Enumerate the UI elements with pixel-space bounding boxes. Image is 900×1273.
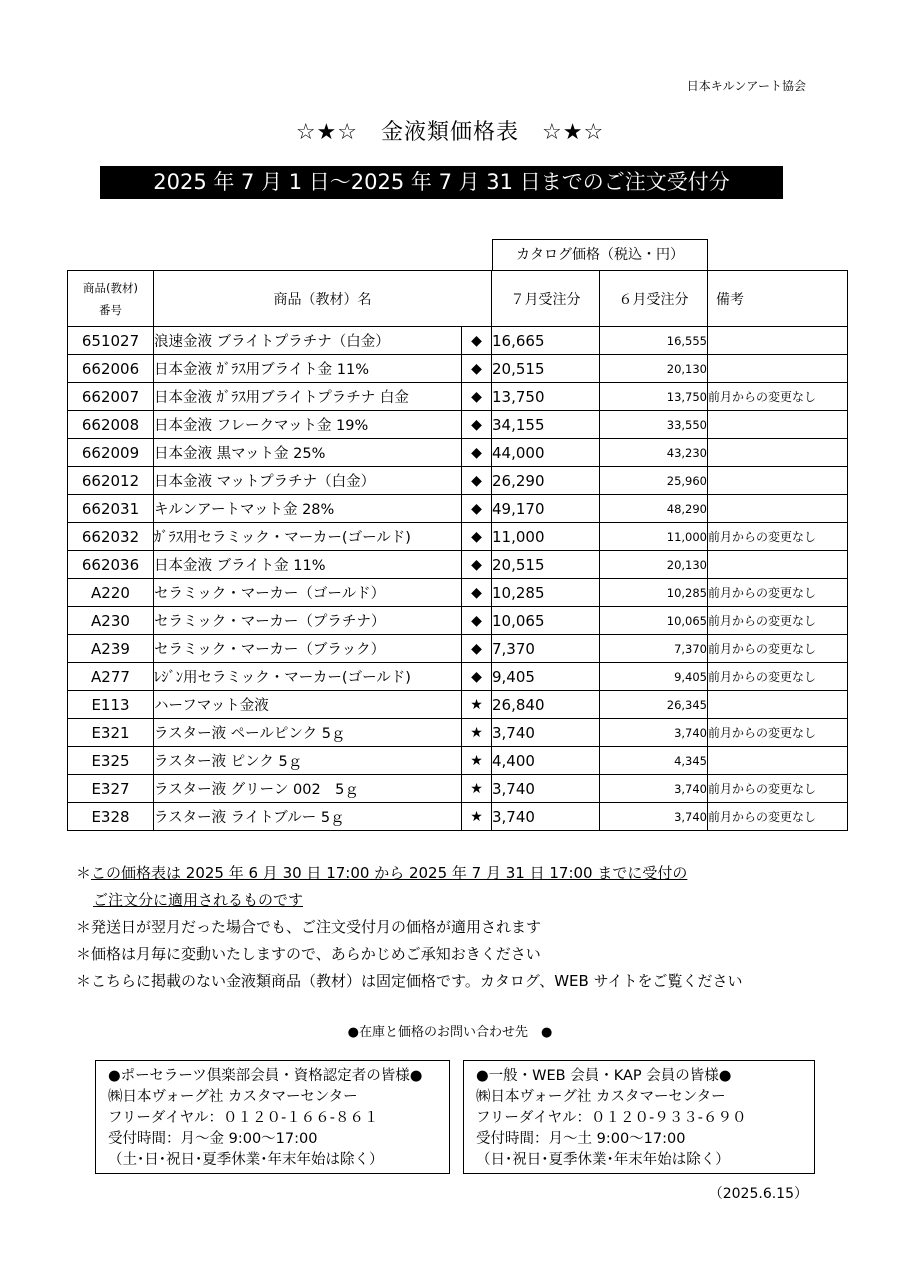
cell-code: E321 (68, 719, 154, 747)
note-3: ＊価格は月毎に変動いたしますので、あらかじめご承知おきください (76, 945, 541, 963)
cell-name: 日本金液 ブライト金 11% (154, 551, 462, 579)
cell-june-price: 3,740 (600, 719, 708, 747)
note-4: ＊こちらに掲載のない金液類商品（教材）は固定価格です。カタログ、WEB サイトをご覧ください (76, 972, 743, 990)
cell-mark: ◆ (462, 439, 492, 467)
header-june: ６月受注分 (600, 271, 708, 327)
cell-mark: ◆ (462, 411, 492, 439)
cell-note (708, 747, 848, 775)
cell-june-price: 10,285 (600, 579, 708, 607)
table-row (68, 327, 848, 355)
table-row (68, 383, 848, 411)
cell-name: セラミック・マーカー（プラチナ） (154, 607, 462, 635)
cell-name: ﾚｼﾞﾝ用セラミック・マーカー(ゴールド) (154, 663, 462, 691)
cell-june-price: 16,555 (600, 327, 708, 355)
issue-date: （2025.6.15） (708, 1186, 808, 1202)
cell-june-price: 9,405 (600, 663, 708, 691)
contact-box-general (463, 1060, 815, 1174)
cell-note (708, 495, 848, 523)
cell-code: 662036 (68, 551, 154, 579)
cell-mark: ★ (462, 775, 492, 803)
cell-code: A220 (68, 579, 154, 607)
cell-june-price: 48,290 (600, 495, 708, 523)
cell-name: 日本金液 黒マット金 25% (154, 439, 462, 467)
cell-code: A230 (68, 607, 154, 635)
page-title: ☆★☆ 金液類価格表 ☆★☆ (295, 120, 605, 145)
cell-name: ラスター液 ライトブルー 5ｇ (154, 803, 462, 831)
price-table (67, 270, 848, 831)
cell-code: 662031 (68, 495, 154, 523)
note-1-cont (76, 887, 743, 914)
cell-code: A239 (68, 635, 154, 663)
cell-july-price: 10,065 (492, 607, 600, 635)
cell-code: 662012 (68, 467, 154, 495)
table-row (68, 635, 848, 663)
cell-june-price: 20,130 (600, 355, 708, 383)
cell-code: E113 (68, 691, 154, 719)
cell-code: E325 (68, 747, 154, 775)
cell-note: 前月からの変更なし (708, 579, 848, 607)
contact-heading: ●ポーセラーツ倶楽部会員・資格認定者の皆様● (108, 1068, 423, 1084)
cell-mark: ◆ (462, 355, 492, 383)
cell-note: 前月からの変更なし (708, 663, 848, 691)
contact-closed: （日･祝日･夏季休業･年末年始は除く） (476, 1152, 730, 1168)
header-name: 商品（教材）名 (154, 271, 492, 327)
contact-phone: フリーダイヤル：０１２０-１６６-８６１ (108, 1110, 379, 1126)
cell-note: 前月からの変更なし (708, 635, 848, 663)
cell-july-price: 3,740 (492, 719, 600, 747)
note-1: ＊この価格表は 2025 年 6 月 30 日 17:00 から 2025 年 7 月 31 日 17:00 までに受付の (76, 864, 688, 882)
cell-july-price: 7,370 (492, 635, 600, 663)
cell-july-price: 10,285 (492, 579, 600, 607)
cell-june-price: 11,000 (600, 523, 708, 551)
cell-code: 662007 (68, 383, 154, 411)
cell-note: 前月からの変更なし (708, 607, 848, 635)
cell-july-price: 13,750 (492, 383, 600, 411)
cell-july-price: 44,000 (492, 439, 600, 467)
cell-june-price: 3,740 (600, 775, 708, 803)
cell-name: キルンアートマット金 28% (154, 495, 462, 523)
cell-july-price: 26,840 (492, 691, 600, 719)
cell-june-price: 3,740 (600, 803, 708, 831)
header-code-line2: 番号 (99, 302, 122, 317)
cell-note (708, 355, 848, 383)
contact-box-members (95, 1060, 450, 1174)
cell-mark: ★ (462, 691, 492, 719)
cell-name: ラスター液 ペールピンク 5ｇ (154, 719, 462, 747)
cell-note (708, 327, 848, 355)
contact-heading: ●一般・WEB 会員・KAP 会員の皆様● (476, 1068, 732, 1084)
cell-july-price: 20,515 (492, 355, 600, 383)
contact-company: ㈱日本ヴォーグ社 カスタマーセンター (108, 1089, 358, 1105)
cell-note (708, 439, 848, 467)
cell-june-price: 20,130 (600, 551, 708, 579)
table-row (68, 775, 848, 803)
cell-june-price: 10,065 (600, 607, 708, 635)
cell-note: 前月からの変更なし (708, 383, 848, 411)
contact-company: ㈱日本ヴォーグ社 カスタマーセンター (476, 1089, 726, 1105)
organization-name: 日本キルンアート協会 (686, 79, 806, 93)
table-row (68, 551, 848, 579)
catalog-price-header: カタログ価格（税込・円） (492, 239, 708, 271)
cell-code: 662009 (68, 439, 154, 467)
cell-name: ラスター液 ピンク 5ｇ (154, 747, 462, 775)
table-row (68, 747, 848, 775)
cell-july-price: 9,405 (492, 663, 600, 691)
cell-mark: ◆ (462, 579, 492, 607)
note-3-text: 価格は月毎に変動いたしますので、あらかじめご承知おきください (91, 945, 541, 963)
cell-note: 前月からの変更なし (708, 775, 848, 803)
cell-note (708, 691, 848, 719)
cell-name: ラスター液 グリーン 002 5ｇ (154, 775, 462, 803)
table-row (68, 355, 848, 383)
cell-name: 日本金液 ｶﾞﾗｽ用ブライト金 11% (154, 355, 462, 383)
cell-june-price: 13,750 (600, 383, 708, 411)
header-note: 備考 (708, 271, 848, 327)
cell-note: 前月からの変更なし (708, 719, 848, 747)
cell-june-price: 33,550 (600, 411, 708, 439)
cell-july-price: 20,515 (492, 551, 600, 579)
cell-name: セラミック・マーカー（ブラック） (154, 635, 462, 663)
cell-name: 日本金液 マットプラチナ（白金） (154, 467, 462, 495)
cell-july-price: 3,740 (492, 775, 600, 803)
order-period-banner: 2025 年 7 月 1 日～2025 年 7 月 31 日までのご注文受付分 (100, 166, 783, 199)
cell-july-price: 34,155 (492, 411, 600, 439)
table-row (68, 467, 848, 495)
cell-june-price: 4,345 (600, 747, 708, 775)
cell-note (708, 551, 848, 579)
note-2-text: 発送日が翌月だった場合でも、ご注文受付月の価格が適用されます (91, 918, 542, 936)
contact-phone: フリーダイヤル：０１２０-９３３-６９０ (476, 1110, 747, 1126)
cell-code: 651027 (68, 327, 154, 355)
contact-closed: （土･日･祝日･夏季休業･年末年始は除く） (108, 1152, 384, 1168)
table-row (68, 691, 848, 719)
cell-note: 前月からの変更なし (708, 523, 848, 551)
notes-section (76, 860, 743, 995)
table-row (68, 523, 848, 551)
cell-mark: ◆ (462, 607, 492, 635)
table-row (68, 719, 848, 747)
cell-july-price: 49,170 (492, 495, 600, 523)
header-july: ７月受注分 (492, 271, 600, 327)
cell-code: E327 (68, 775, 154, 803)
cell-july-price: 4,400 (492, 747, 600, 775)
cell-mark: ◆ (462, 495, 492, 523)
cell-note (708, 411, 848, 439)
cell-june-price: 26,345 (600, 691, 708, 719)
note-1-line1: この価格表は 2025 年 6 月 30 日 17:00 から 2025 年 7 月 31 日 17:00 までに受付の (91, 864, 688, 882)
cell-code: 662008 (68, 411, 154, 439)
cell-mark: ◆ (462, 523, 492, 551)
note-2: ＊発送日が翌月だった場合でも、ご注文受付月の価格が適用されます (76, 918, 542, 936)
cell-code: E328 (68, 803, 154, 831)
cell-july-price: 16,665 (492, 327, 600, 355)
cell-mark: ◆ (462, 383, 492, 411)
header-code-line1: 商品(教材) (83, 280, 138, 295)
cell-name: 日本金液 ｶﾞﾗｽ用ブライトプラチナ 白金 (154, 383, 462, 411)
table-row (68, 411, 848, 439)
cell-name: 日本金液 フレークマット金 19% (154, 411, 462, 439)
cell-code: A277 (68, 663, 154, 691)
table-row (68, 803, 848, 831)
cell-name: 浪速金液 ブライトプラチナ（白金） (154, 327, 462, 355)
cell-mark: ◆ (462, 635, 492, 663)
cell-july-price: 11,000 (492, 523, 600, 551)
cell-june-price: 7,370 (600, 635, 708, 663)
table-header-row (68, 271, 848, 327)
cell-name: セラミック・マーカー（ゴールド） (154, 579, 462, 607)
cell-mark: ★ (462, 747, 492, 775)
table-row (68, 663, 848, 691)
header-code (68, 271, 154, 327)
note-1-line2: ご注文分に適用されるものです (93, 891, 304, 909)
inquiry-title: ●在庫と価格のお問い合わせ先 ● (347, 1025, 553, 1040)
cell-note: 前月からの変更なし (708, 803, 848, 831)
cell-july-price: 3,740 (492, 803, 600, 831)
cell-july-price: 26,290 (492, 467, 600, 495)
cell-mark: ◆ (462, 663, 492, 691)
cell-code: 662032 (68, 523, 154, 551)
cell-mark: ◆ (462, 551, 492, 579)
cell-note (708, 467, 848, 495)
cell-name: ハーフマット金液 (154, 691, 462, 719)
cell-mark: ◆ (462, 467, 492, 495)
note-4-text: こちらに掲載のない金液類商品（教材）は固定価格です。カタログ、WEB サイトをご覧ください (91, 972, 743, 990)
cell-mark: ◆ (462, 327, 492, 355)
cell-name: ｶﾞﾗｽ用セラミック・マーカー(ゴールド) (154, 523, 462, 551)
cell-code: 662006 (68, 355, 154, 383)
cell-june-price: 43,230 (600, 439, 708, 467)
cell-june-price: 25,960 (600, 467, 708, 495)
contact-hours: 受付時間：月～金 9:00～17:00 (108, 1131, 318, 1147)
table-row (68, 439, 848, 467)
cell-mark: ★ (462, 719, 492, 747)
contact-hours: 受付時間：月～土 9:00～17:00 (476, 1131, 686, 1147)
cell-mark: ★ (462, 803, 492, 831)
table-row (68, 607, 848, 635)
table-row (68, 495, 848, 523)
table-row (68, 579, 848, 607)
